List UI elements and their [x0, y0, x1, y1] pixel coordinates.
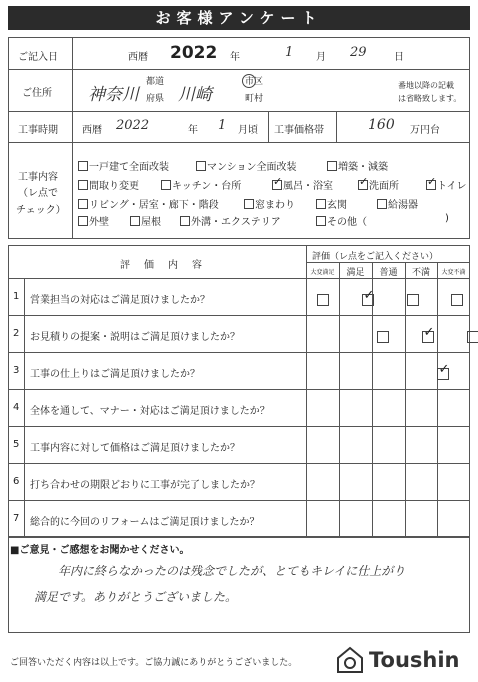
work-content-item-label: マンション全面改装: [207, 162, 297, 173]
work-content-item-label: トイレ: [437, 181, 467, 192]
question-text: 打ち合わせの期限どおりに工事が完了しましたか？: [30, 480, 260, 491]
work-content-item: [78, 213, 109, 228]
checkbox[interactable]: [316, 216, 326, 226]
rating-column-header: 不満: [411, 268, 430, 278]
rating-checkbox[interactable]: [407, 294, 419, 306]
work-content-item-label: 外壁: [89, 217, 109, 228]
checkbox[interactable]: [327, 161, 337, 171]
question-number: 1: [13, 291, 20, 302]
work-content-item: [78, 177, 139, 192]
address-note-2: は省略致します。: [398, 94, 462, 103]
entry-date-year[interactable]: 2022: [170, 43, 218, 63]
question-text: 全体を通して、マナー・対応はご満足頂けましたか？: [30, 406, 270, 417]
address-pref-type: 都道府県: [146, 77, 165, 104]
work-content-label-3: チェック）: [16, 205, 66, 216]
question-text: 営業担当の対応はご満足頂けましたか？: [30, 295, 210, 306]
question-number: 3: [13, 365, 20, 376]
comment-line-2[interactable]: 満足です。ありがとうございました。: [34, 590, 238, 604]
rating-header: 評価（レ点をご記入ください）: [312, 252, 439, 262]
checkbox[interactable]: [196, 161, 206, 171]
footer-text: ご回答いただく内容は以上です。ご協力誠にありがとうございました。: [10, 658, 298, 668]
work-content-item-label: 給湯器: [388, 200, 418, 211]
work-period-label: 工事時期: [18, 125, 58, 136]
checkbox[interactable]: [316, 199, 326, 209]
work-content-item-label: キッチン・台所: [172, 181, 242, 192]
work-period-month[interactable]: 1: [218, 118, 227, 133]
rating-checkbox[interactable]: [362, 294, 374, 306]
question-text: 工事の仕上りはご満足頂けましたか？: [30, 369, 200, 380]
address-city[interactable]: 川崎: [178, 85, 212, 105]
rating-column-header: 大変不満: [441, 269, 466, 276]
work-content-item: [316, 213, 367, 228]
work-content-item: [272, 177, 333, 192]
entry-date-month-unit: 月: [316, 52, 326, 63]
house-logo-icon: [336, 646, 364, 674]
work-content-item-label: リビング・居室・廊下・階段: [89, 200, 219, 211]
rating-checkbox[interactable]: [317, 294, 329, 306]
work-content-item: [161, 177, 241, 192]
question-text: 工事内容に対して価格はご満足頂けましたか？: [30, 443, 240, 454]
rating-column-header: 大変満足: [310, 269, 335, 276]
entry-date-day-unit: 日: [394, 52, 404, 63]
question-number: 2: [13, 328, 20, 339]
question-text: 総合的に今回のリフォームはご満足頂けましたか？: [30, 517, 260, 528]
question-text: お見積りの提案・説明はご満足頂けましたか？: [30, 332, 240, 343]
comment-line-1[interactable]: 年内に終らなかったのは残念でしたが、とてもキレイに仕上がり: [58, 564, 406, 578]
price-unit: 万円台: [410, 125, 440, 136]
comments-label: ■ご意見・ご感想をお聞かせください。: [10, 545, 190, 556]
checkbox[interactable]: [130, 216, 140, 226]
work-content-item-label: 玄関: [327, 200, 347, 211]
work-content-item: [377, 196, 418, 211]
price-value[interactable]: 160: [368, 117, 395, 133]
work-content-item: [316, 196, 347, 211]
rating-column-header: 満足: [346, 268, 365, 278]
address-label: ご住所: [22, 88, 52, 99]
entry-date-month[interactable]: 1: [285, 45, 294, 60]
work-content-item: [130, 213, 161, 228]
rating-checkbox[interactable]: [377, 331, 389, 343]
rating-checkbox[interactable]: [451, 294, 463, 306]
work-content-item: [244, 196, 295, 211]
work-content-item: [78, 196, 219, 211]
work-content-item-label: 外溝・エクステリア: [191, 217, 281, 228]
address-note-1: 番地以降の記載: [398, 81, 454, 90]
work-content-item-label: 窓まわり: [255, 200, 295, 211]
address-city-type: 市区町村: [245, 77, 264, 104]
work-content-item-label: 風呂・浴室: [283, 181, 333, 192]
entry-date-era: 西暦: [128, 52, 148, 63]
work-content-label-2: （レ点で: [18, 188, 58, 199]
question-number: 4: [13, 402, 20, 413]
entry-date-day[interactable]: 29: [350, 45, 367, 60]
evaluation-table: [8, 245, 470, 537]
work-content-item-label: 屋根: [141, 217, 161, 228]
checkbox[interactable]: [377, 199, 387, 209]
checkbox[interactable]: [78, 199, 88, 209]
work-content-item-label: その他（: [327, 217, 367, 228]
checkbox[interactable]: [272, 180, 282, 190]
question-number: 6: [13, 476, 20, 487]
rating-checkbox[interactable]: [422, 331, 434, 343]
checkbox[interactable]: [426, 180, 436, 190]
city-circle-mark: [242, 74, 256, 88]
page-title: お客様アンケート: [8, 6, 470, 30]
work-content-item-label: 一戸建て全面改装: [89, 162, 169, 173]
checkbox[interactable]: [78, 216, 88, 226]
work-period-year-unit: 年: [188, 125, 198, 136]
work-content-item: [426, 177, 467, 192]
question-number: 7: [13, 513, 20, 524]
work-content-item-label: 間取り変更: [89, 181, 139, 192]
work-content-item: [180, 213, 281, 228]
entry-date-year-unit: 年: [230, 52, 240, 63]
price-range-label: 工事価格帯: [274, 125, 324, 136]
checkbox[interactable]: [244, 199, 254, 209]
work-content-item: [327, 158, 388, 173]
work-content-item-label: 増築・減築: [338, 162, 388, 173]
checkbox[interactable]: [78, 161, 88, 171]
eval-header: 評 価 内 容: [120, 260, 204, 271]
entry-date-label: ご記入日: [18, 52, 58, 63]
rating-checkbox[interactable]: [467, 331, 478, 343]
checkbox[interactable]: [180, 216, 190, 226]
checkbox[interactable]: [358, 180, 368, 190]
question-number: 5: [13, 439, 20, 450]
work-content-item: [196, 158, 297, 173]
brand-logo: Toushin: [369, 648, 460, 672]
rating-checkbox[interactable]: [437, 368, 449, 380]
work-content-item: [358, 177, 399, 192]
work-period-year[interactable]: 2022: [116, 118, 150, 133]
checkbox[interactable]: [78, 180, 88, 190]
address-prefecture[interactable]: 神奈川: [88, 85, 139, 105]
work-content-label-1: 工事内容: [18, 172, 58, 183]
work-content-item: [78, 158, 169, 173]
rating-column-header: 普通: [379, 268, 398, 278]
work-period-era: 西暦: [82, 125, 102, 136]
work-period-month-unit: 月頃: [238, 125, 258, 136]
checkbox[interactable]: [161, 180, 171, 190]
other-close-paren: ): [445, 213, 449, 224]
work-content-item-label: 洗面所: [369, 181, 399, 192]
